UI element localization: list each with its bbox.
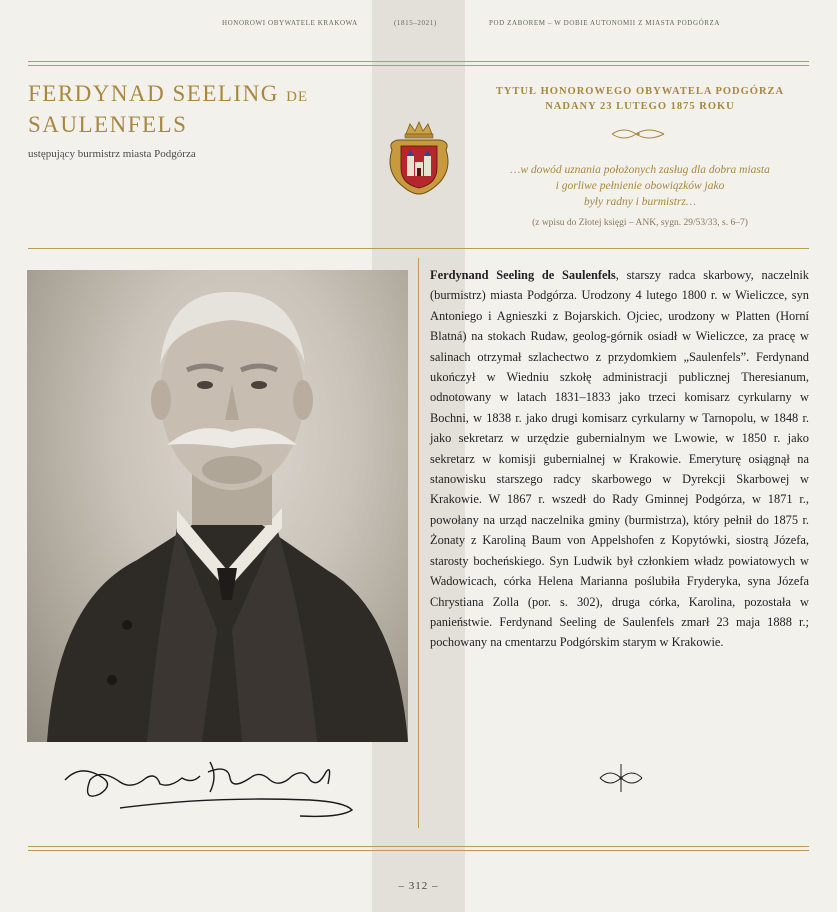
- honor-quote-line3: były radny i burmistrz…: [583, 196, 697, 208]
- person-name: [28, 80, 368, 138]
- name-particle: DE: [286, 89, 309, 105]
- portrait-photo-icon: [27, 270, 408, 742]
- name-last: SAULENFELS: [28, 112, 188, 137]
- honor-quote: [478, 162, 802, 210]
- section-rule: [28, 248, 809, 249]
- honor-title-line2: NADANY 23 LUTEGO 1875 ROKU: [545, 101, 735, 112]
- top-rule-double: [28, 65, 809, 66]
- biography-body: , starszy radca skarbowy, naczelnik (burmistrz) miasta Podgórza. Urodzony 4 lutego 1800 r. w Wieliczce, syn Antoniego i Agnieszki z Bojarskich. Ojciec, urodzony w Platten (Horní Blatná) na stokach Rudaw, geolog-górnik osiadł w Wieliczce, za pracę w salinach otrzymał szlachectwo z przydomkiem „Saulenfels”. Ferdynand ukończył w Wiedniu szkołę administracji publicznej Theresianum, odnotowany w latach 1831–1833 jako trzeci komisarz cyrkularny w Bochni, w 1838 r. jako drugi komisarz cyrkularny w Tarnopolu, w 1848 r. jako sekretarz w urzędzie gubernialnym we Lwowie, w 1850 r. jako sekretarz w komisji gubernialnej w Krakowie. Emeryturę osiągnął na stanowisku starszego radcy skarbowego w Dyrekcji Skarbowej w Krakowie. W 1867 r. wszedł do Rady Gminnej Podgórza, w 1871 r., powołany na urząd naczelnika gminy (burmistrza), który pełnił do 1875 r. Żonaty z Karoliną Baum von Appelshofen z Kopytówki, siostrą Józefa, starosty bocheńskiego. Syn Ludwik był członkiem władz powiatowych w Wadowicach, córka Helena Marianna poślubiła Fryderyka, syna Józefa Chrystiana Zolla (por. s. 302), druga córka, Karolina, pozostała w panieństwie. Ferdynand Seeling de Saulenfels zmarł 23 maja 1888 r.; pochowany na cmentarzu Podgórskim starym w Krakowie.: [430, 268, 809, 650]
- name-first: FERDYNAD SEELING: [28, 81, 279, 106]
- page-number: – 312 –: [398, 880, 439, 892]
- bottom-rule-double: [28, 850, 809, 851]
- running-head-middle: (1815–2021): [394, 19, 437, 27]
- biography-lead-name: Ferdynand Seeling de Saulenfels: [430, 268, 616, 282]
- portrait-illustration: [27, 270, 408, 742]
- person-role: ustępujący burmistrz miasta Podgórza: [28, 148, 196, 160]
- ornament-flourish-icon: [608, 126, 668, 142]
- top-rule: [28, 61, 809, 62]
- honor-title-line1: TYTUŁ HONOROWEGO OBYWATELA PODGÓRZA: [495, 86, 785, 97]
- honor-title: [470, 84, 810, 114]
- honor-quote-line1: …w dowód uznania położonych zasług dla dobra miasta: [510, 164, 770, 176]
- running-head-right: POD ZABOREM – W DOBIE AUTONOMII Z MIASTA PODGÓRZA: [489, 19, 721, 27]
- handwritten-signature: [60, 758, 360, 824]
- running-head-left: HONOROWI OBYWATELE KRAKOWA: [222, 19, 358, 27]
- ornament-end-icon: [596, 762, 646, 794]
- honor-quote-line2: i gorliwe pełnienie obowiązków jako: [555, 180, 725, 192]
- honor-citation: (z wpisu do Złotej księgi – ANK, sygn. 29/53/33, s. 6–7): [532, 218, 748, 228]
- bottom-rule: [28, 846, 809, 847]
- podgorze-coat-of-arms-icon: [386, 120, 452, 196]
- biography-text: [430, 265, 809, 653]
- column-divider: [418, 258, 419, 828]
